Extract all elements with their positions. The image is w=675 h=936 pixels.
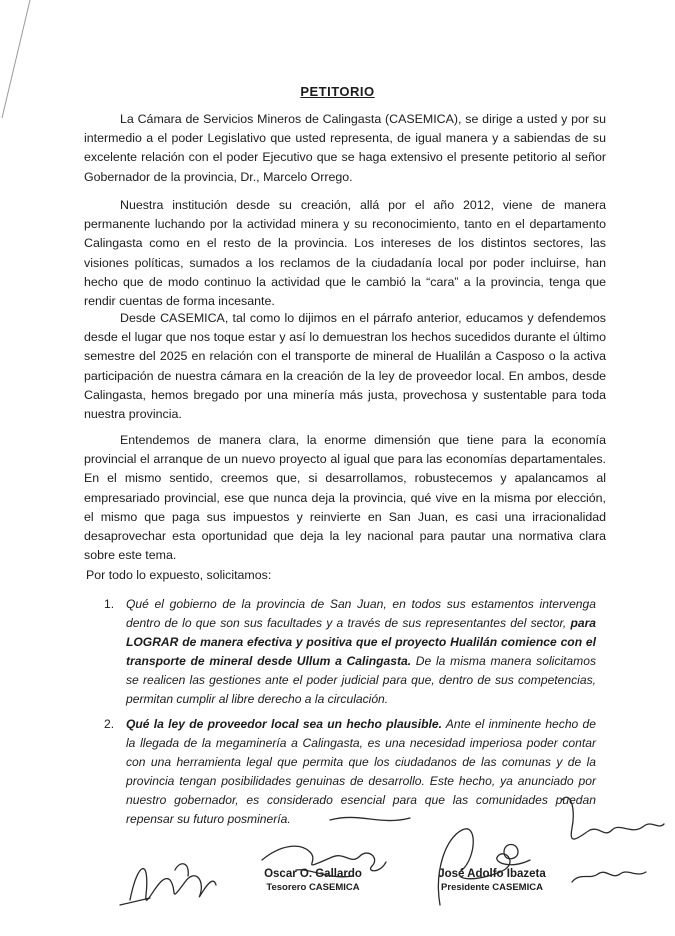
- signatory-name: José Adolfo Ibazeta: [438, 868, 546, 880]
- paragraph-2: Nuestra institución desde su creación, allá por el año 2012, viene de manera permanente luchando por la actividad minera y su reconocimiento, tanto en el departamento Calingasta como en el resto de la provincia. Los intereses de los distintos sectores, las visiones políticas, sumados a los reclamos de la ciudadanía local por poder incluirse, han hecho que de modo continuo la actividad que le cambió la “cara” a la provincia, tenga que rendir cuentas de forma incesante.: [84, 198, 606, 309]
- requests-intro: Por todo lo expuesto, solicitamos:: [86, 568, 272, 582]
- request-lead-text: Qué el gobierno de la provincia de San Juan, en todos sus estamentos intervenga dentro de lo que son sus facultades y a través de sus representantes del sector,: [126, 597, 596, 630]
- request-tail-text: De la misma manera solicitamos se realicen las gestiones ante el poder judicial para que, dentro de sus competencias, permitan cumplir al libre derecho a la circulación.: [126, 654, 596, 706]
- signature-block-gallardo: [258, 868, 368, 894]
- signature-circle-ibazeta: [504, 845, 518, 859]
- signatory-role: Tesorero CASEMICA: [266, 882, 360, 893]
- page-fold-line: [0, 0, 40, 120]
- signature-note-far-right: [572, 872, 646, 882]
- signatory-name: Oscar O. Gallardo: [264, 868, 362, 880]
- request-bold-text: Qué la ley de proveedor local sea un hecho plausible.: [126, 717, 442, 731]
- signature-scribble-left-2: [120, 864, 188, 905]
- request-number: 1.: [104, 597, 115, 611]
- signatory-role: Presidente CASEMICA: [441, 882, 543, 893]
- paragraph-4: Entendemos de manera clara, la enorme dimensión que tiene para la economía provincial el arranque de un nuevo proyecto al igual que para las economías departamentales. En el mismo sentido, creemos que, si desarrollamos, robustecemos y apalancamos al empresariado provincial, ese que nunca deja la provincia, qué vive en la misma por elección, el mismo que paga sus impuestos y reinvierte en San Juan, es casi una irracionalidad desaprovechar esta oportunidad que deja la ley nacional para pautar una normativa clara sobre este tema.: [84, 433, 606, 563]
- request-bold-text: para LOGRAR de manera efectiva y positiva que el proyecto Hualilán comience con el transporte de mineral desde Ullum a Calingasta.: [126, 616, 596, 668]
- paragraph-1: La Cámara de Servicios Mineros de Calingasta (CASEMICA), se dirige a usted y por su intermedio a el poder Legislativo que usted representa, de igual manera y a sabiendas de su excelente relación con el poder Ejecutivo que se haga extensivo el presente petitorio al señor Gobernador de la provincia, Dr., Marcelo Orrego.: [84, 112, 606, 184]
- document-title: PETITORIO: [300, 84, 375, 99]
- request-item-1: [104, 595, 596, 709]
- paragraph-3: Desde CASEMICA, tal como lo dijimos en el párrafo anterior, educamos y defendemos desde el lugar que nos toque estar y así lo demuestran los hechos sucedidos durante el último semestre del 2025 en relación con el transporte de mineral de Hualilán a Casposo o la activa participación de nuestra cámara en la creación de la ley de proveedor local. En ambos, desde Calingasta, hemos bregado por una minería más justa, provechosa y sustentable para toda nuestra provincia.: [84, 311, 606, 422]
- request-tail-text: Ante el inminente hecho de la llegada de la megaminería a Calingasta, es una necesidad imperiosa poder contar con una herramienta legal que permita que los ciudadanos de las comunas y de la provincia tengan posibilidades genuinas de desarrollo. Este hecho, ya anunciado por nuestro gobernador, es considerado esencial para que las comunidades puedan repensar su futuro posminería.: [126, 717, 596, 826]
- request-number: 2.: [104, 717, 115, 731]
- signature-scribble-left: [130, 869, 216, 901]
- signature-block-ibazeta: [432, 868, 552, 894]
- request-item-2: [104, 715, 596, 829]
